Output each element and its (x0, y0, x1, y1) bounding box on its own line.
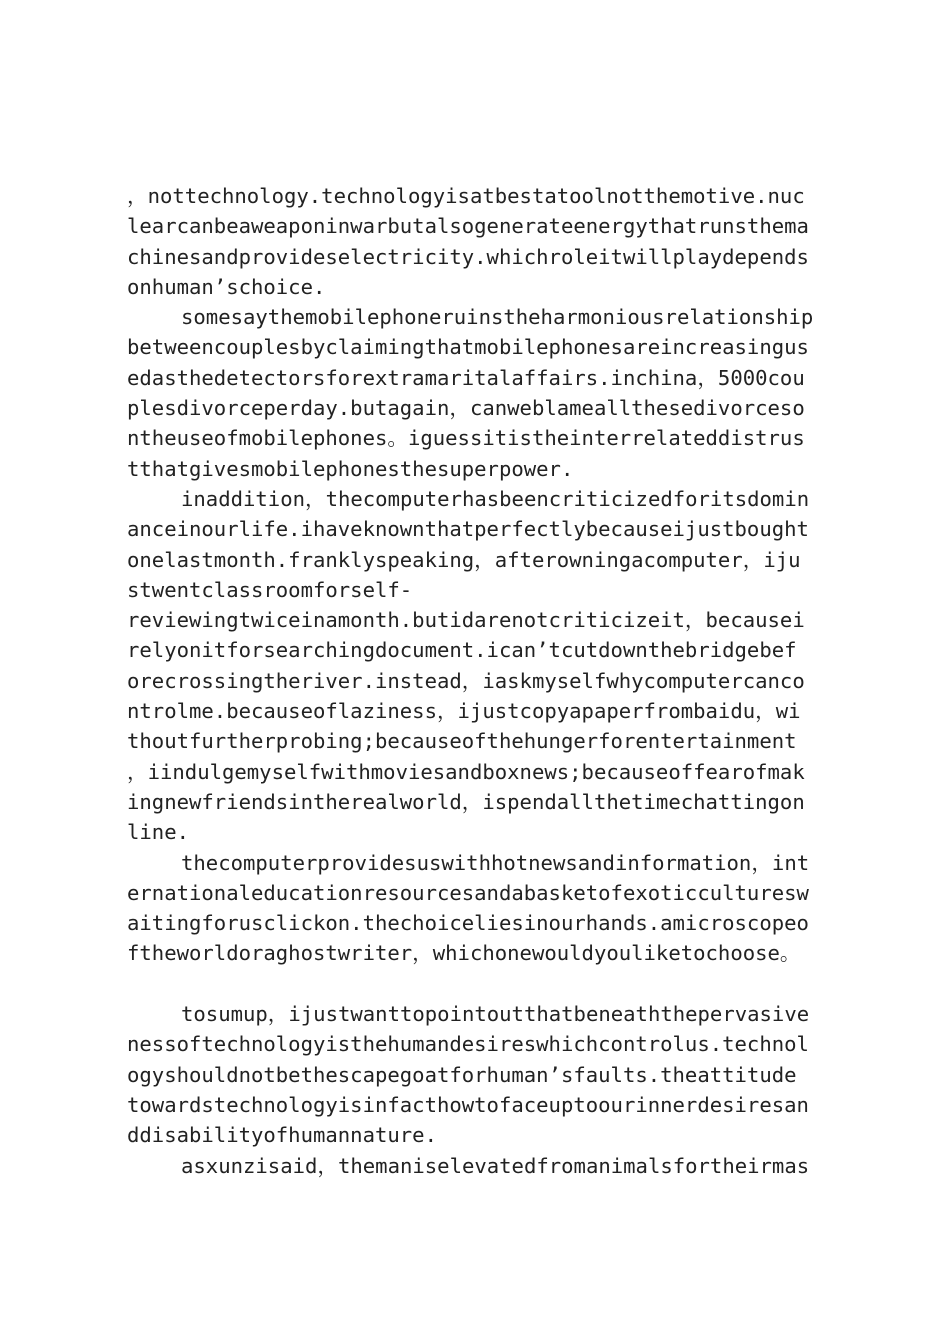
text-line: nessoftechnologyisthehumandesireswhichcontrolus.technol (127, 1032, 809, 1057)
paragraph-start-line: asxunzisaid，themaniselevatedfromanimalsfortheirmas (181, 1153, 810, 1178)
text-line: learcanbeaweaponinwarbutalsogenerateenergythatrunsthema (127, 214, 809, 239)
text-line: ogyshouldnotbethescapegoatforhuman’sfaults.theattitude (127, 1062, 797, 1087)
paragraph-start-line: somesaythemobilephoneruinstheharmoniousrelationship (181, 305, 814, 330)
text-line: onhuman’schoice. (127, 274, 326, 299)
paragraph-start-line: inaddition，thecomputerhasbeencriticizedforitsdomin (181, 486, 810, 511)
text-line: edasthedetectorsforextramaritalaffairs.inchina，5000cou (127, 365, 805, 390)
text-line: ernationaleducationresourcesandabasketofexoticculturesw (127, 880, 809, 905)
text-line: betweencouplesbyclaimingthatmobilephonesareincreasingus (127, 335, 809, 360)
text-line: line. (127, 820, 189, 845)
text-line: ntheuseofmobilephones。iguessitistheinterrelateddistrus (127, 426, 805, 451)
text-line: reviewingtwiceinamonth.butidarenotcriticizeit，becausei (127, 608, 805, 633)
text-line: orecrossingtheriver.instead，iaskmyselfwhycomputercanco (127, 668, 805, 693)
text-line: aitingforusclickon.thechoiceliesinourhands.amicroscopeo (127, 911, 809, 936)
text-line: ddisabilityofhumannature. (127, 1123, 437, 1148)
paragraph-gap (127, 969, 833, 999)
paragraph-start-line: tosumup，ijustwanttopointoutthatbeneaththepervasive (181, 1002, 810, 1027)
paragraph-start-line: thecomputerprovidesuswithhotnewsandinformation，int (181, 850, 810, 875)
text-line: anceinourlife.ihaveknownthatperfectlybecauseijustbought (127, 517, 809, 542)
text-line: ntrolme.becauseoflaziness，ijustcopyapaperfrombaidu，wi (127, 699, 801, 724)
text-line: towardstechnologyisinfacthowtofaceuptoourinnerdesiresan (127, 1092, 809, 1117)
text-line: thoutfurtherprobing;becauseofthehungerforentertainment (127, 729, 797, 754)
text-line: ingnewfriendsintherealworld，ispendallthetimechattingon (127, 789, 805, 814)
text-line: plesdivorceperday.butagain，canweblameallthesedivorceso (127, 396, 805, 421)
text-line: onelastmonth.franklyspeaking，afterowningacomputer，iju (127, 547, 801, 572)
text-line: ，iindulgemyselfwithmoviesandboxnews;becauseoffearofmak (127, 759, 805, 784)
text-line: stwentclassroomforself- (127, 577, 413, 602)
text-line: relyonitforsearchingdocument.ican’tcutdownthebridgebef (127, 638, 797, 663)
text-line: tthatgivesmobilephonesthesuperpower. (127, 456, 574, 481)
text-line: ftheworldoraghostwriter，whichonewouldyouliketochoose。 (127, 941, 801, 966)
document-body (127, 181, 833, 1181)
text-line: ，nottechnology.technologyisatbestatoolnotthemotive.nuc (127, 184, 805, 208)
text-line: chinesandprovideselectricity.whichroleitwillplaydepends (127, 244, 809, 269)
